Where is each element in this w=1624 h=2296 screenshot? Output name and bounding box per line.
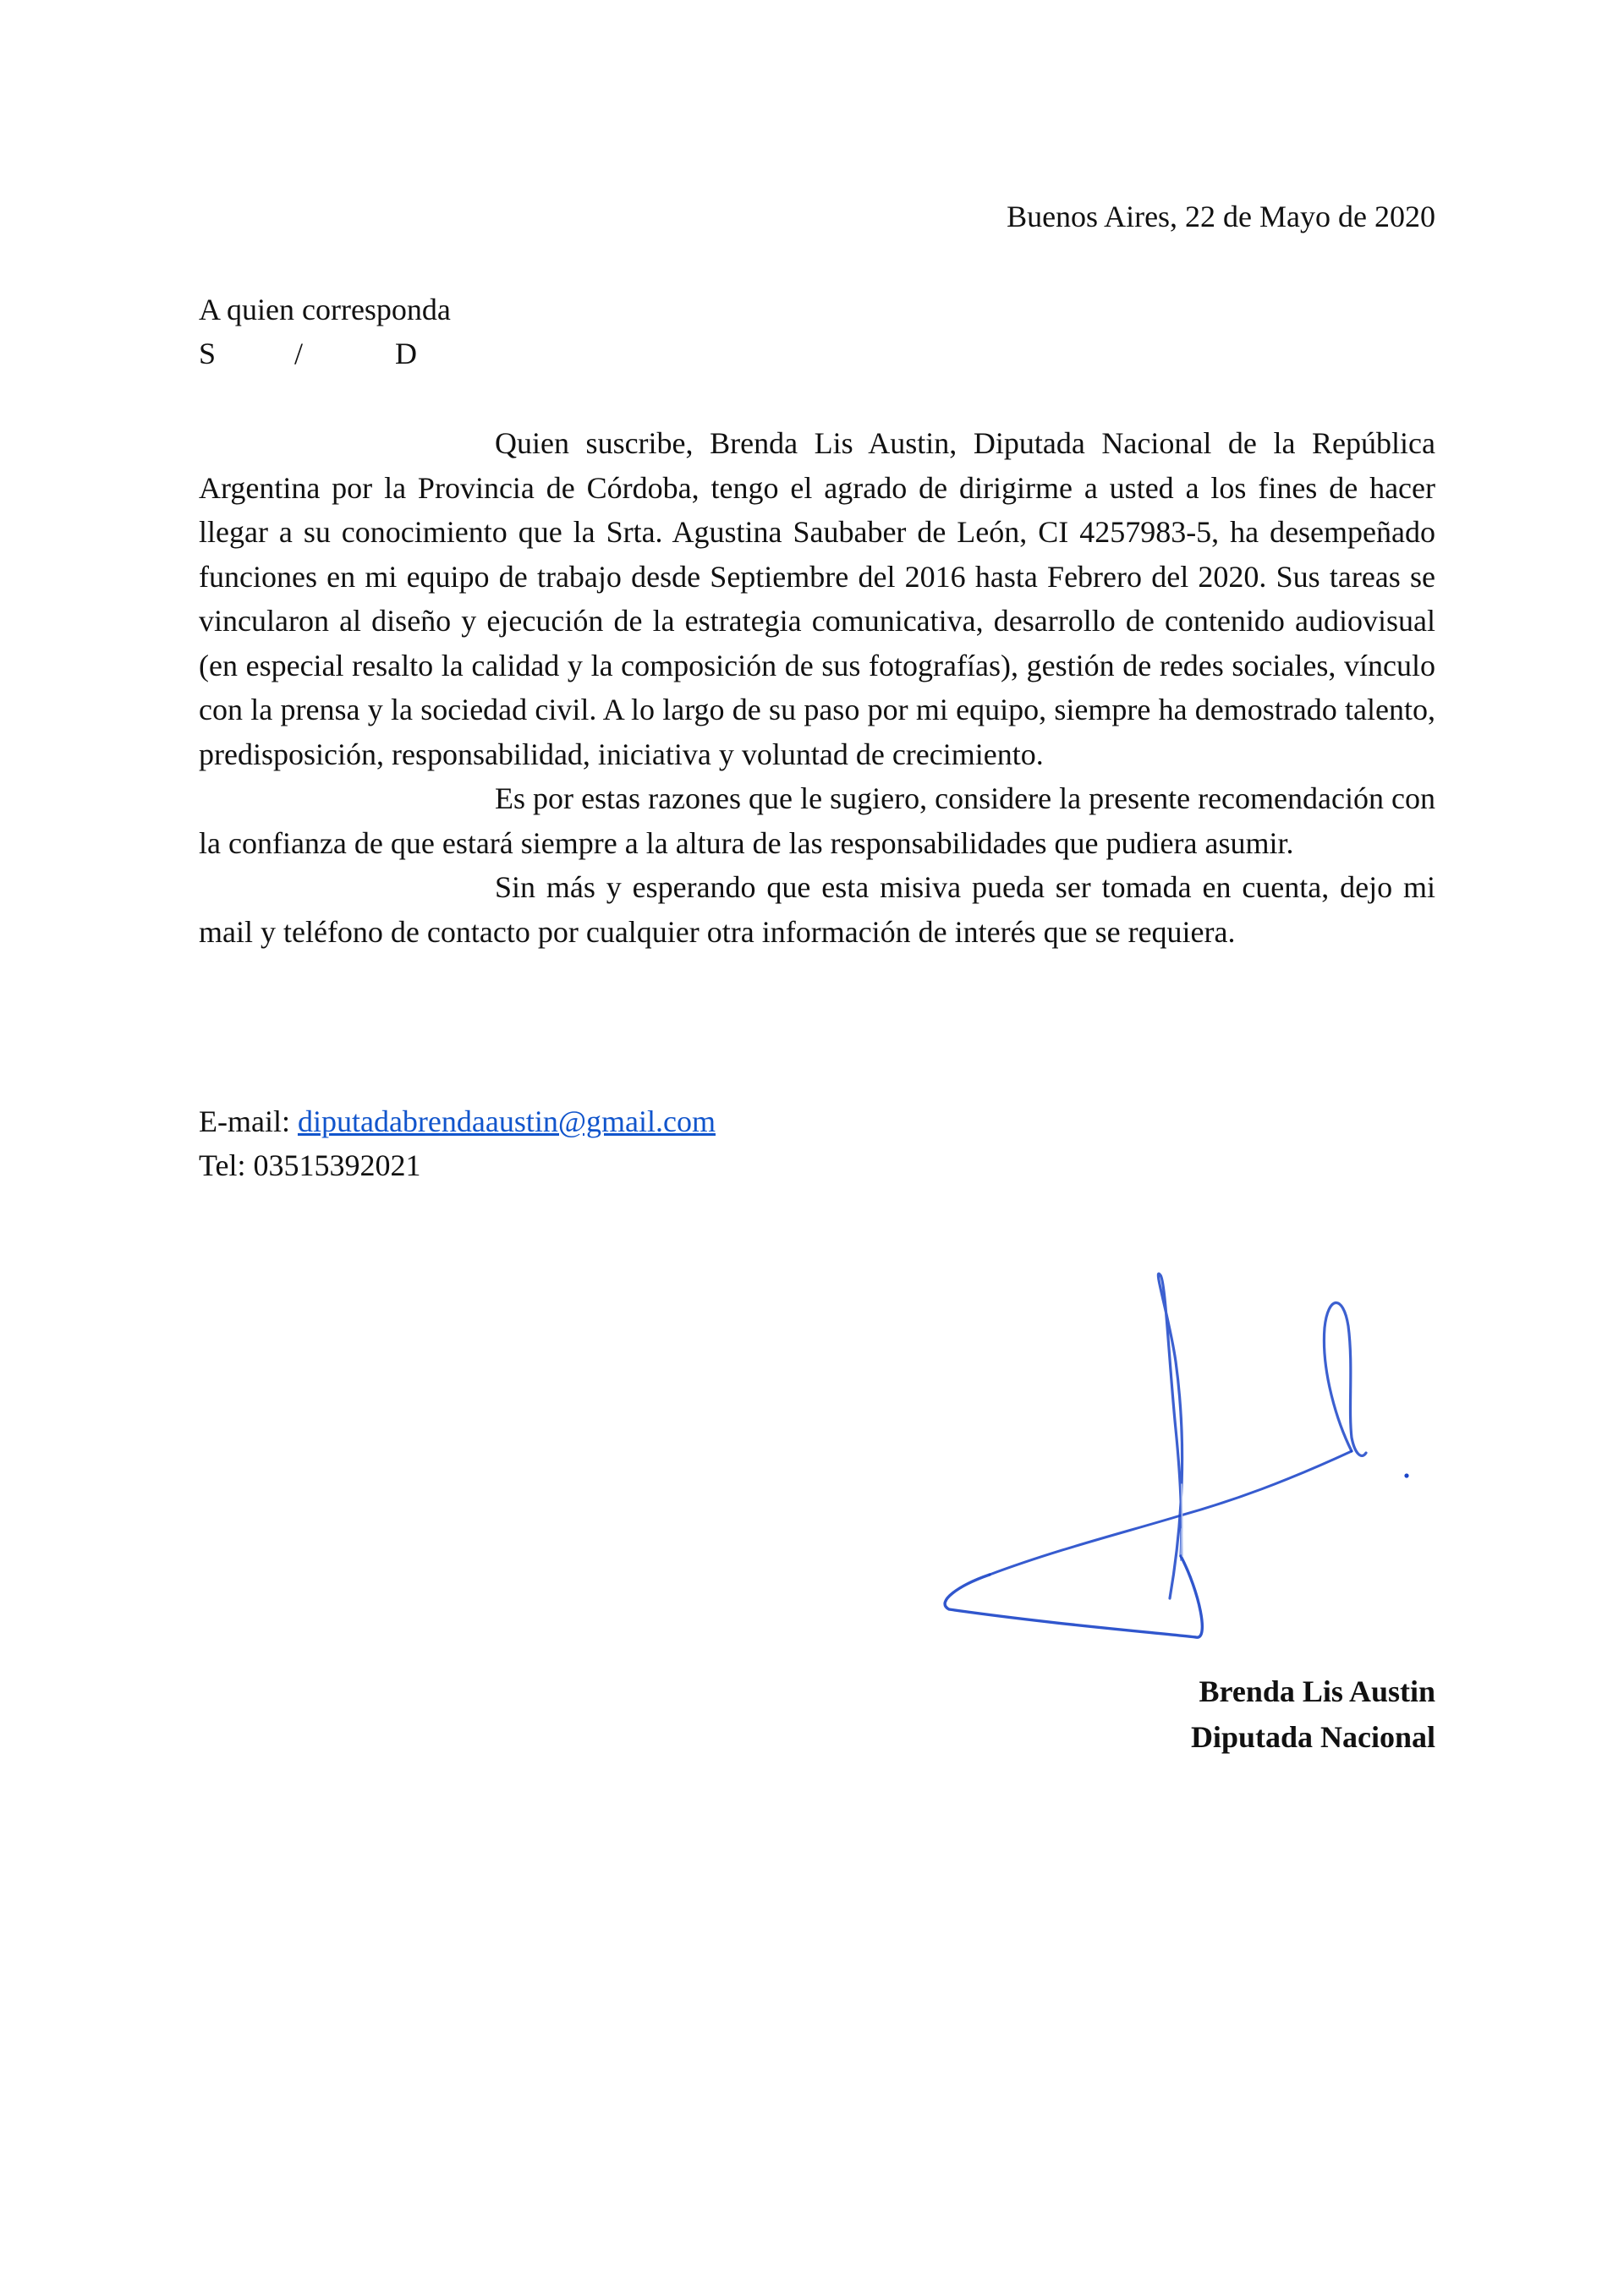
email-link[interactable]: diputadabrendaaustin@gmail.com bbox=[297, 1104, 716, 1138]
sd-s: S bbox=[199, 337, 217, 370]
sd-slash: / bbox=[294, 337, 304, 370]
tel-value: 03515392021 bbox=[253, 1148, 421, 1182]
paragraph-1: Quien suscribe, Brenda Lis Austin, Diputada Nacional de la República Argentina por la Provincia de Córdoba, tengo el agrado de dirigirme a usted a los fines de hacer llegar a su conocimiento que la Srta. Agustina Saubaber de León, CI 4257983-5, ha desempeñado funciones en mi equipo de trabajo desde Septiembre del 2016 hasta Febrero del 2020. Sus tareas se vincularon al diseño y ejecución de la estrategia comunicativa, desarrollo de contenido audiovisual (en especial resalto la calidad y la composición de sus fotografías), gestión de redes sociales, vínculo con la prensa y la sociedad civil. A lo largo de su paso por mi equipo, siempre ha demostrado talento, predisposición, responsabilidad, iniciativa y voluntad de crecimiento. bbox=[199, 426, 1435, 771]
sd-line bbox=[199, 332, 453, 375]
email-line bbox=[199, 1099, 716, 1143]
letter-body bbox=[199, 421, 1435, 954]
sd-d: D bbox=[395, 337, 417, 370]
paragraph-2: Es por estas razones que le sugiero, considere la presente recomendación con la confianza de que estará siempre a la altura de las responsabilidades que pudiera asumir. bbox=[199, 781, 1435, 860]
tel-label: Tel: bbox=[199, 1148, 246, 1182]
email-label: E-mail: bbox=[199, 1104, 290, 1138]
signer-name: Brenda Lis Austin bbox=[1199, 1674, 1435, 1708]
salutation: A quien corresponda bbox=[199, 293, 451, 326]
paragraph-3: Sin más y esperando que esta misiva pueda ser tomada en cuenta, dejo mi mail y teléfono de contacto por cualquier otra información de interés que se requiera. bbox=[199, 870, 1435, 949]
date-line: Buenos Aires, 22 de Mayo de 2020 bbox=[1007, 200, 1435, 233]
signer-title: Diputada Nacional bbox=[1190, 1720, 1435, 1754]
contact-block bbox=[199, 1099, 716, 1187]
handwritten-signature-icon bbox=[930, 1260, 1438, 1649]
tel-line bbox=[199, 1143, 716, 1187]
signer-block bbox=[1191, 1669, 1435, 1760]
